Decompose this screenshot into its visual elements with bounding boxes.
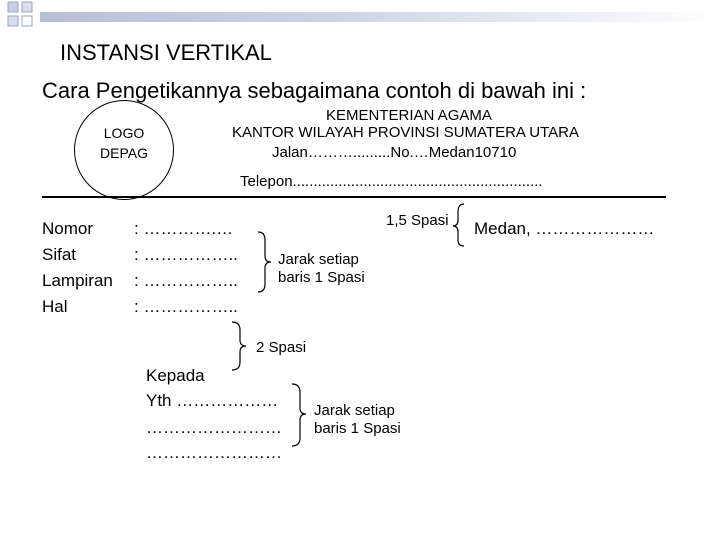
brace-jarak-recipient (292, 384, 306, 446)
field-value-hal: : …………….. (134, 297, 238, 316)
note-jarak-2-line1: Jarak setiap (314, 402, 395, 419)
field-value-sifat: : …………….. (134, 245, 238, 264)
note-jarak-1-line2: baris 1 Spasi (278, 269, 365, 286)
brace-jarak-fields (258, 232, 271, 292)
logo-text-line1: LOGO (103, 125, 145, 141)
note-spasi-2: 2 Spasi (256, 339, 307, 356)
field-value-lampiran: : …………….. (134, 271, 238, 290)
field-label-sifat: Sifat (42, 245, 77, 264)
recipient-line-yth: Yth ……………… (146, 391, 279, 410)
recipient-line-4: …………………… (146, 443, 282, 462)
slide-subtitle: Cara Pengetikannya sebagaimana contoh di bawah ini : (42, 78, 587, 103)
brace-spasi-2 (232, 322, 246, 370)
kop-line-phone: Telepon............................................................ (240, 173, 543, 190)
note-jarak-2-line2: baris 1 Spasi (314, 420, 401, 437)
brace-spasi-1-5 (453, 204, 464, 246)
logo-text-line2: DEPAG (100, 145, 148, 161)
note-spasi-1-5: 1,5 Spasi (386, 212, 449, 229)
recipient-line-kepada: Kepada (146, 366, 205, 385)
kop-line-ministry: KEMENTERIAN AGAMA (326, 107, 492, 124)
kop-line-address: Jalan……….........No.…Medan10710 (272, 144, 517, 161)
field-label-lampiran: Lampiran (42, 271, 113, 290)
note-jarak-1-line1: Jarak setiap (278, 251, 359, 268)
slide-title: INSTANSI VERTIKAL (60, 40, 272, 65)
kop-line-office: KANTOR WILAYAH PROVINSI SUMATERA UTARA (232, 124, 579, 141)
field-label-nomor: Nomor (42, 219, 94, 238)
recipient-line-3: …………………… (146, 418, 282, 437)
field-label-hal: Hal (42, 297, 68, 316)
field-value-nomor: : ………….… (134, 219, 234, 238)
date-line: Medan, ………………… (474, 219, 655, 238)
